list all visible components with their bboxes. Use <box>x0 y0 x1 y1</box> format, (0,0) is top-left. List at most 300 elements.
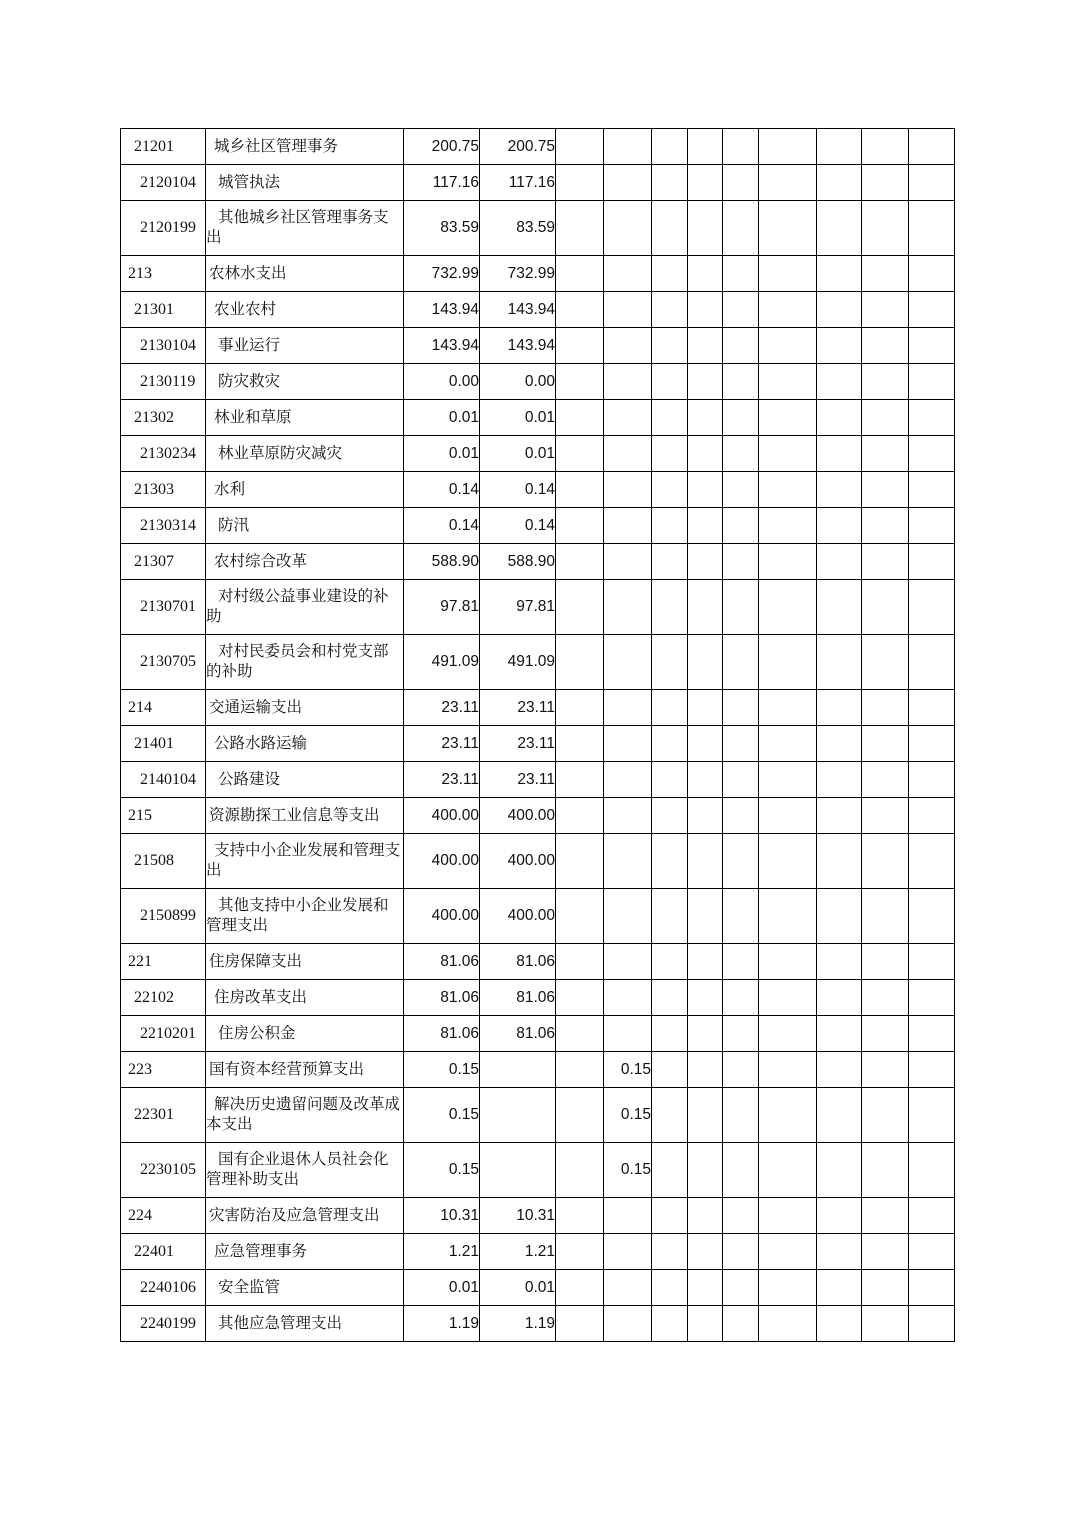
table-row <box>121 472 955 508</box>
amount-cell-3 <box>604 436 652 472</box>
amount-cell-3 <box>604 1306 652 1342</box>
blank-cell <box>759 798 817 834</box>
amount-cell-3 <box>604 292 652 328</box>
blank-cell <box>909 165 955 201</box>
blank-cell <box>688 762 723 798</box>
subject-code-cell: 2130234 <box>121 436 206 472</box>
blank-cell <box>688 508 723 544</box>
amount-cell-1: 588.90 <box>404 544 480 580</box>
blank-cell <box>817 798 862 834</box>
blank-cell <box>723 1306 759 1342</box>
blank-cell <box>556 292 604 328</box>
amount-cell-2: 23.11 <box>480 726 556 762</box>
blank-cell <box>759 1143 817 1198</box>
blank-cell <box>759 544 817 580</box>
blank-cell <box>688 1052 723 1088</box>
table-row <box>121 944 955 980</box>
table-row <box>121 690 955 726</box>
amount-cell-1: 23.11 <box>404 726 480 762</box>
blank-cell <box>723 165 759 201</box>
amount-cell-2: 0.01 <box>480 400 556 436</box>
blank-cell <box>817 201 862 256</box>
blank-cell <box>862 544 909 580</box>
blank-cell <box>759 580 817 635</box>
blank-cell <box>723 292 759 328</box>
blank-cell <box>817 690 862 726</box>
blank-cell <box>759 472 817 508</box>
blank-cell <box>556 944 604 980</box>
subject-name-cell: 林业和草原 <box>206 400 404 436</box>
blank-cell <box>909 1234 955 1270</box>
blank-cell <box>862 328 909 364</box>
blank-cell <box>688 256 723 292</box>
blank-cell <box>759 364 817 400</box>
amount-cell-3 <box>604 256 652 292</box>
amount-cell-3 <box>604 328 652 364</box>
blank-cell <box>723 201 759 256</box>
blank-cell <box>862 1306 909 1342</box>
blank-cell <box>862 1234 909 1270</box>
amount-cell-3 <box>604 980 652 1016</box>
subject-code-cell: 22401 <box>121 1234 206 1270</box>
blank-cell <box>723 1198 759 1234</box>
subject-name-cell: 交通运输支出 <box>206 690 404 726</box>
amount-cell-1: 143.94 <box>404 292 480 328</box>
blank-cell <box>688 364 723 400</box>
blank-cell <box>909 400 955 436</box>
blank-cell <box>909 201 955 256</box>
subject-name-cell: 住房公积金 <box>206 1016 404 1052</box>
blank-cell <box>862 436 909 472</box>
blank-cell <box>817 1306 862 1342</box>
blank-cell <box>723 635 759 690</box>
blank-cell <box>688 889 723 944</box>
amount-cell-3 <box>604 1016 652 1052</box>
blank-cell <box>909 472 955 508</box>
subject-name-cell: 公路水路运输 <box>206 726 404 762</box>
subject-name-cell: 公路建设 <box>206 762 404 798</box>
amount-cell-1: 10.31 <box>404 1198 480 1234</box>
amount-cell-3 <box>604 165 652 201</box>
subject-code-cell: 221 <box>121 944 206 980</box>
blank-cell <box>688 1234 723 1270</box>
amount-cell-2: 491.09 <box>480 635 556 690</box>
blank-cell <box>556 1198 604 1234</box>
blank-cell <box>556 1052 604 1088</box>
table-body <box>121 129 955 1342</box>
amount-cell-2: 10.31 <box>480 1198 556 1234</box>
blank-cell <box>862 635 909 690</box>
subject-code-cell: 2130705 <box>121 635 206 690</box>
subject-name-cell: 应急管理事务 <box>206 1234 404 1270</box>
subject-name-cell: 农业农村 <box>206 292 404 328</box>
subject-name-cell: 林业草原防灾减灾 <box>206 436 404 472</box>
amount-cell-1: 143.94 <box>404 328 480 364</box>
amount-cell-2: 83.59 <box>480 201 556 256</box>
blank-cell <box>909 292 955 328</box>
blank-cell <box>556 256 604 292</box>
amount-cell-1: 117.16 <box>404 165 480 201</box>
blank-cell <box>723 328 759 364</box>
subject-name-cell: 资源勘探工业信息等支出 <box>206 798 404 834</box>
blank-cell <box>862 129 909 165</box>
blank-cell <box>909 436 955 472</box>
blank-cell <box>817 436 862 472</box>
blank-cell <box>652 1234 688 1270</box>
table-row <box>121 364 955 400</box>
blank-cell <box>723 472 759 508</box>
blank-cell <box>862 201 909 256</box>
blank-cell <box>759 1088 817 1143</box>
subject-code-cell: 22102 <box>121 980 206 1016</box>
amount-cell-1: 0.00 <box>404 364 480 400</box>
table-row <box>121 1306 955 1342</box>
table-row <box>121 834 955 889</box>
blank-cell <box>909 1270 955 1306</box>
subject-name-cell: 住房改革支出 <box>206 980 404 1016</box>
blank-cell <box>556 508 604 544</box>
amount-cell-1: 400.00 <box>404 834 480 889</box>
budget-table-grid <box>120 128 955 1342</box>
blank-cell <box>759 889 817 944</box>
amount-cell-2: 0.14 <box>480 472 556 508</box>
amount-cell-2: 97.81 <box>480 580 556 635</box>
amount-cell-3 <box>604 635 652 690</box>
blank-cell <box>556 798 604 834</box>
blank-cell <box>759 1198 817 1234</box>
blank-cell <box>723 544 759 580</box>
amount-cell-1: 23.11 <box>404 762 480 798</box>
blank-cell <box>723 798 759 834</box>
blank-cell <box>862 1016 909 1052</box>
blank-cell <box>723 889 759 944</box>
subject-code-cell: 21508 <box>121 834 206 889</box>
amount-cell-3 <box>604 201 652 256</box>
table-row <box>121 292 955 328</box>
blank-cell <box>688 201 723 256</box>
blank-cell <box>688 400 723 436</box>
blank-cell <box>652 580 688 635</box>
blank-cell <box>759 129 817 165</box>
subject-code-cell: 21201 <box>121 129 206 165</box>
subject-code-cell: 21307 <box>121 544 206 580</box>
blank-cell <box>817 635 862 690</box>
blank-cell <box>862 292 909 328</box>
subject-code-cell: 2130701 <box>121 580 206 635</box>
blank-cell <box>909 1143 955 1198</box>
blank-cell <box>723 129 759 165</box>
blank-cell <box>652 256 688 292</box>
amount-cell-3 <box>604 1198 652 1234</box>
amount-cell-1: 732.99 <box>404 256 480 292</box>
blank-cell <box>723 980 759 1016</box>
blank-cell <box>862 256 909 292</box>
amount-cell-1: 81.06 <box>404 1016 480 1052</box>
subject-name-cell: 防汛 <box>206 508 404 544</box>
subject-name-cell: 城乡社区管理事务 <box>206 129 404 165</box>
blank-cell <box>862 400 909 436</box>
table-row <box>121 201 955 256</box>
blank-cell <box>862 1088 909 1143</box>
table-row <box>121 1198 955 1234</box>
blank-cell <box>556 472 604 508</box>
blank-cell <box>652 1052 688 1088</box>
amount-cell-2: 400.00 <box>480 798 556 834</box>
amount-cell-3 <box>604 798 652 834</box>
subject-code-cell: 2130314 <box>121 508 206 544</box>
amount-cell-3 <box>604 889 652 944</box>
amount-cell-2: 588.90 <box>480 544 556 580</box>
amount-cell-2: 81.06 <box>480 944 556 980</box>
blank-cell <box>723 364 759 400</box>
blank-cell <box>862 889 909 944</box>
blank-cell <box>556 201 604 256</box>
blank-cell <box>652 436 688 472</box>
blank-cell <box>862 798 909 834</box>
blank-cell <box>556 690 604 726</box>
amount-cell-3 <box>604 400 652 436</box>
blank-cell <box>817 889 862 944</box>
amount-cell-2: 0.14 <box>480 508 556 544</box>
table-row <box>121 165 955 201</box>
table-row <box>121 1143 955 1198</box>
table-row <box>121 798 955 834</box>
subject-code-cell: 2120104 <box>121 165 206 201</box>
subject-name-cell: 城管执法 <box>206 165 404 201</box>
amount-cell-3: 0.15 <box>604 1052 652 1088</box>
blank-cell <box>759 1270 817 1306</box>
blank-cell <box>652 1198 688 1234</box>
blank-cell <box>759 635 817 690</box>
amount-cell-3: 0.15 <box>604 1088 652 1143</box>
blank-cell <box>862 508 909 544</box>
table-row <box>121 889 955 944</box>
blank-cell <box>909 580 955 635</box>
subject-name-cell: 其他应急管理支出 <box>206 1306 404 1342</box>
subject-name-cell: 住房保障支出 <box>206 944 404 980</box>
amount-cell-1: 97.81 <box>404 580 480 635</box>
subject-name-cell: 对村民委员会和村党支部的补助 <box>206 635 404 690</box>
blank-cell <box>862 165 909 201</box>
blank-cell <box>759 165 817 201</box>
amount-cell-2 <box>480 1052 556 1088</box>
blank-cell <box>688 1016 723 1052</box>
blank-cell <box>688 726 723 762</box>
blank-cell <box>688 328 723 364</box>
blank-cell <box>556 129 604 165</box>
amount-cell-3 <box>604 1234 652 1270</box>
amount-cell-2: 1.19 <box>480 1306 556 1342</box>
blank-cell <box>862 1270 909 1306</box>
amount-cell-1: 81.06 <box>404 980 480 1016</box>
blank-cell <box>652 364 688 400</box>
blank-cell <box>909 635 955 690</box>
blank-cell <box>817 256 862 292</box>
amount-cell-2: 81.06 <box>480 1016 556 1052</box>
amount-cell-2: 0.00 <box>480 364 556 400</box>
amount-cell-2: 0.01 <box>480 436 556 472</box>
blank-cell <box>723 944 759 980</box>
subject-name-cell: 灾害防治及应急管理支出 <box>206 1198 404 1234</box>
blank-cell <box>817 472 862 508</box>
blank-cell <box>909 129 955 165</box>
blank-cell <box>652 834 688 889</box>
blank-cell <box>723 762 759 798</box>
blank-cell <box>909 690 955 726</box>
amount-cell-1: 400.00 <box>404 889 480 944</box>
blank-cell <box>817 1016 862 1052</box>
blank-cell <box>909 364 955 400</box>
blank-cell <box>817 980 862 1016</box>
blank-cell <box>862 1143 909 1198</box>
blank-cell <box>556 364 604 400</box>
amount-cell-1: 491.09 <box>404 635 480 690</box>
subject-name-cell: 国有企业退休人员社会化管理补助支出 <box>206 1143 404 1198</box>
blank-cell <box>817 165 862 201</box>
amount-cell-1: 23.11 <box>404 690 480 726</box>
subject-code-cell: 224 <box>121 1198 206 1234</box>
subject-code-cell: 2230105 <box>121 1143 206 1198</box>
blank-cell <box>862 762 909 798</box>
blank-cell <box>652 635 688 690</box>
blank-cell <box>556 635 604 690</box>
table-row <box>121 1016 955 1052</box>
amount-cell-2 <box>480 1143 556 1198</box>
amount-cell-1: 200.75 <box>404 129 480 165</box>
budget-expenditure-table <box>120 128 956 1342</box>
subject-code-cell: 2130119 <box>121 364 206 400</box>
amount-cell-3 <box>604 364 652 400</box>
table-row <box>121 256 955 292</box>
table-row <box>121 580 955 635</box>
blank-cell <box>688 798 723 834</box>
amount-cell-2: 117.16 <box>480 165 556 201</box>
blank-cell <box>759 944 817 980</box>
amount-cell-3 <box>604 1270 652 1306</box>
amount-cell-1: 1.19 <box>404 1306 480 1342</box>
amount-cell-2 <box>480 1088 556 1143</box>
blank-cell <box>817 544 862 580</box>
blank-cell <box>556 1088 604 1143</box>
amount-cell-2: 732.99 <box>480 256 556 292</box>
blank-cell <box>556 328 604 364</box>
blank-cell <box>909 1306 955 1342</box>
amount-cell-3 <box>604 472 652 508</box>
blank-cell <box>817 129 862 165</box>
blank-cell <box>723 436 759 472</box>
amount-cell-1: 83.59 <box>404 201 480 256</box>
subject-name-cell: 农村综合改革 <box>206 544 404 580</box>
amount-cell-3 <box>604 726 652 762</box>
subject-code-cell: 21301 <box>121 292 206 328</box>
table-row <box>121 1234 955 1270</box>
blank-cell <box>817 726 862 762</box>
blank-cell <box>759 1306 817 1342</box>
blank-cell <box>817 508 862 544</box>
blank-cell <box>723 1088 759 1143</box>
table-row <box>121 1270 955 1306</box>
blank-cell <box>759 328 817 364</box>
blank-cell <box>556 1234 604 1270</box>
blank-cell <box>688 129 723 165</box>
blank-cell <box>909 544 955 580</box>
blank-cell <box>723 690 759 726</box>
table-row <box>121 1088 955 1143</box>
blank-cell <box>556 544 604 580</box>
blank-cell <box>759 256 817 292</box>
blank-cell <box>817 944 862 980</box>
blank-cell <box>688 1306 723 1342</box>
blank-cell <box>652 1016 688 1052</box>
blank-cell <box>862 1052 909 1088</box>
blank-cell <box>759 508 817 544</box>
blank-cell <box>817 762 862 798</box>
blank-cell <box>817 364 862 400</box>
amount-cell-3 <box>604 944 652 980</box>
blank-cell <box>688 436 723 472</box>
blank-cell <box>759 762 817 798</box>
table-row <box>121 980 955 1016</box>
subject-name-cell: 国有资本经营预算支出 <box>206 1052 404 1088</box>
blank-cell <box>723 400 759 436</box>
blank-cell <box>909 1088 955 1143</box>
blank-cell <box>688 165 723 201</box>
blank-cell <box>556 400 604 436</box>
amount-cell-3 <box>604 690 652 726</box>
blank-cell <box>759 201 817 256</box>
subject-name-cell: 防灾救灾 <box>206 364 404 400</box>
amount-cell-2: 1.21 <box>480 1234 556 1270</box>
blank-cell <box>688 1198 723 1234</box>
amount-cell-3 <box>604 129 652 165</box>
amount-cell-1: 400.00 <box>404 798 480 834</box>
blank-cell <box>909 798 955 834</box>
blank-cell <box>723 1234 759 1270</box>
amount-cell-1: 0.14 <box>404 472 480 508</box>
amount-cell-1: 0.14 <box>404 508 480 544</box>
amount-cell-1: 1.21 <box>404 1234 480 1270</box>
blank-cell <box>652 762 688 798</box>
subject-code-cell: 21302 <box>121 400 206 436</box>
blank-cell <box>862 944 909 980</box>
blank-cell <box>688 834 723 889</box>
blank-cell <box>688 472 723 508</box>
amount-cell-2: 23.11 <box>480 690 556 726</box>
amount-cell-1: 0.01 <box>404 1270 480 1306</box>
blank-cell <box>862 834 909 889</box>
blank-cell <box>817 580 862 635</box>
blank-cell <box>652 1088 688 1143</box>
blank-cell <box>909 726 955 762</box>
table-row <box>121 1052 955 1088</box>
blank-cell <box>652 1143 688 1198</box>
subject-name-cell: 其他城乡社区管理事务支出 <box>206 201 404 256</box>
blank-cell <box>759 400 817 436</box>
blank-cell <box>909 328 955 364</box>
blank-cell <box>817 1270 862 1306</box>
blank-cell <box>759 1052 817 1088</box>
blank-cell <box>723 1052 759 1088</box>
amount-cell-2: 400.00 <box>480 889 556 944</box>
blank-cell <box>652 944 688 980</box>
blank-cell <box>652 201 688 256</box>
blank-cell <box>817 1052 862 1088</box>
blank-cell <box>909 980 955 1016</box>
table-row <box>121 436 955 472</box>
subject-code-cell: 215 <box>121 798 206 834</box>
subject-code-cell: 2240199 <box>121 1306 206 1342</box>
blank-cell <box>817 328 862 364</box>
